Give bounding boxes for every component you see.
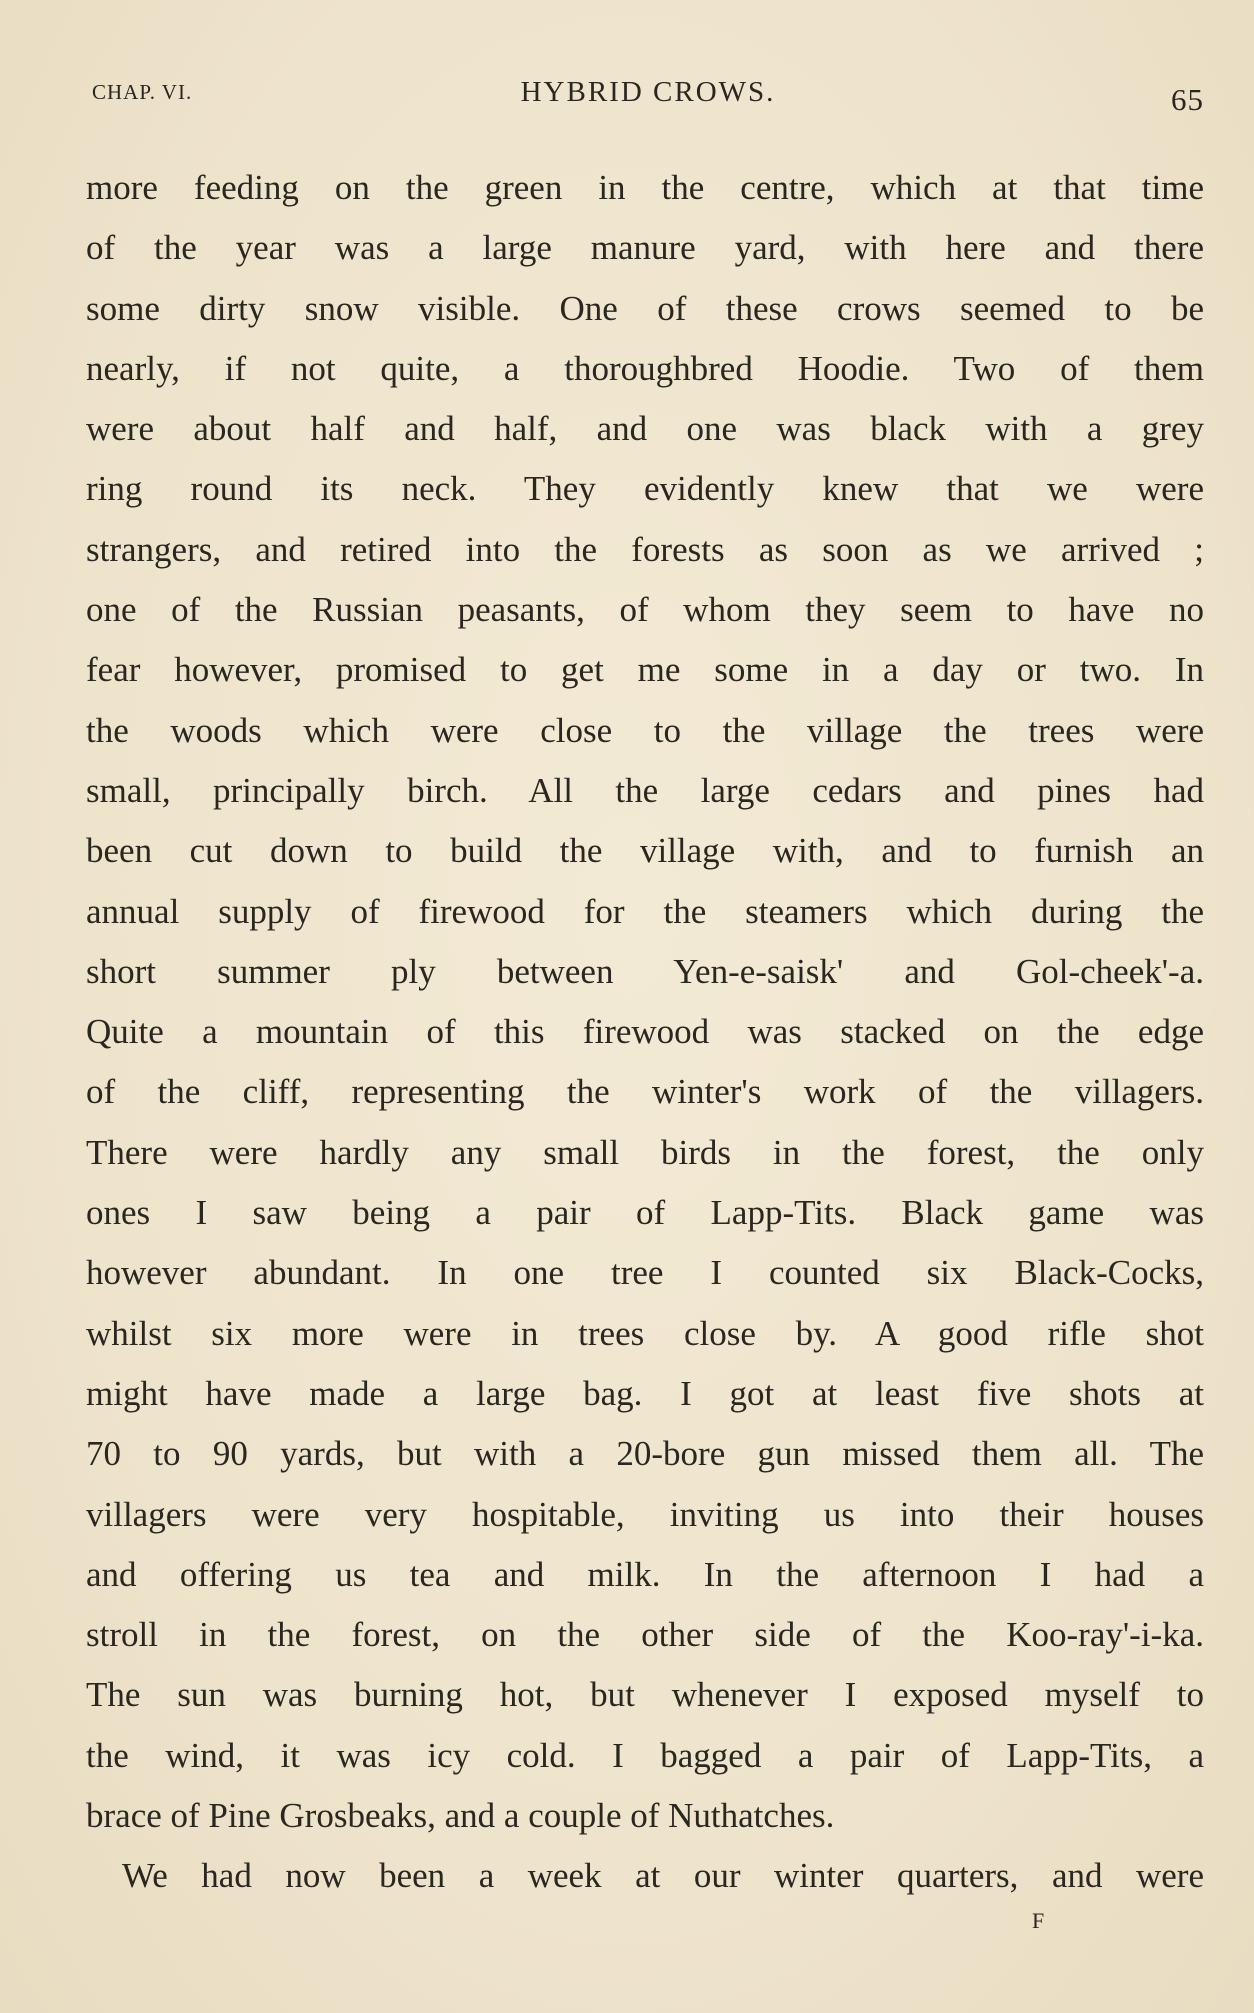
text-line: more feeding on the green in the centre, which at that time xyxy=(86,168,1204,207)
chapter-label: CHAP. VI. xyxy=(92,80,193,104)
text-line: ones I saw being a pair of Lapp-Tits. Black game was xyxy=(86,1193,1204,1233)
text-line: 70 to 90 yards, but with a 20-bore gun missed them all. The xyxy=(86,1434,1204,1474)
text-line: Quite a mountain of this firewood was stacked on the edge xyxy=(86,1012,1204,1052)
text-line: however abundant. In one tree I counted six Black-Cocks, xyxy=(86,1253,1204,1293)
text-line: been cut down to build the village with, and to furnish an xyxy=(86,831,1204,871)
text-line: nearly, if not quite, a thoroughbred Hoodie. Two of them xyxy=(86,348,1204,388)
text-line: of the year was a large manure yard, with here and there xyxy=(86,228,1204,268)
running-head xyxy=(92,74,1204,117)
body-text xyxy=(86,158,1204,1907)
page-number: 65 xyxy=(1171,82,1204,117)
text-line: some dirty snow visible. One of these crows seemed to be xyxy=(86,288,1204,328)
text-line: one of the Russian peasants, of whom they seem to have no xyxy=(86,590,1204,630)
text-line: whilst six more were in trees close by. A good rifle shot xyxy=(86,1313,1204,1353)
paragraph-last-line: brace of Pine Grosbeaks, and a couple of Nuthatches. xyxy=(86,1796,835,1836)
text-line: fear however, promised to get me some in a day or two. In xyxy=(86,650,1204,690)
text-line: were about half and half, and one was black with a grey xyxy=(86,409,1204,449)
paragraph-first-line: We had now been a week at our winter quarters, and were xyxy=(122,1856,1204,1896)
text-line: There were hardly any small birds in the forest, the only xyxy=(86,1132,1204,1172)
text-line: of the cliff, representing the winter's work of the villagers. xyxy=(86,1072,1204,1112)
signature-mark: F xyxy=(1032,1908,1045,1933)
text-line: ring round its neck. They evidently knew that we were xyxy=(86,469,1204,509)
running-title: HYBRID CROWS. xyxy=(520,76,776,108)
text-line: short summer ply between Yen-e-saisk' and Gol-cheek'-a. xyxy=(86,951,1204,991)
text-line: stroll in the forest, on the other side of the Koo-ray'-i-ka. xyxy=(86,1615,1204,1655)
text-line: might have made a large bag. I got at least five shots at xyxy=(86,1373,1204,1413)
text-line: annual supply of firewood for the steamers which during the xyxy=(86,891,1204,931)
text-line: villagers were very hospitable, inviting us into their houses xyxy=(86,1494,1204,1534)
text-line: The sun was burning hot, but whenever I exposed myself to xyxy=(86,1675,1204,1715)
text-line: small, principally birch. All the large cedars and pines had xyxy=(86,770,1204,810)
text-line: and offering us tea and milk. In the afternoon I had a xyxy=(86,1554,1204,1594)
text-line: the wind, it was icy cold. I bagged a pair of Lapp-Tits, a xyxy=(86,1735,1204,1775)
text-line: strangers, and retired into the forests as soon as we arrived ; xyxy=(86,529,1204,569)
text-line: the woods which were close to the village the trees were xyxy=(86,710,1204,750)
